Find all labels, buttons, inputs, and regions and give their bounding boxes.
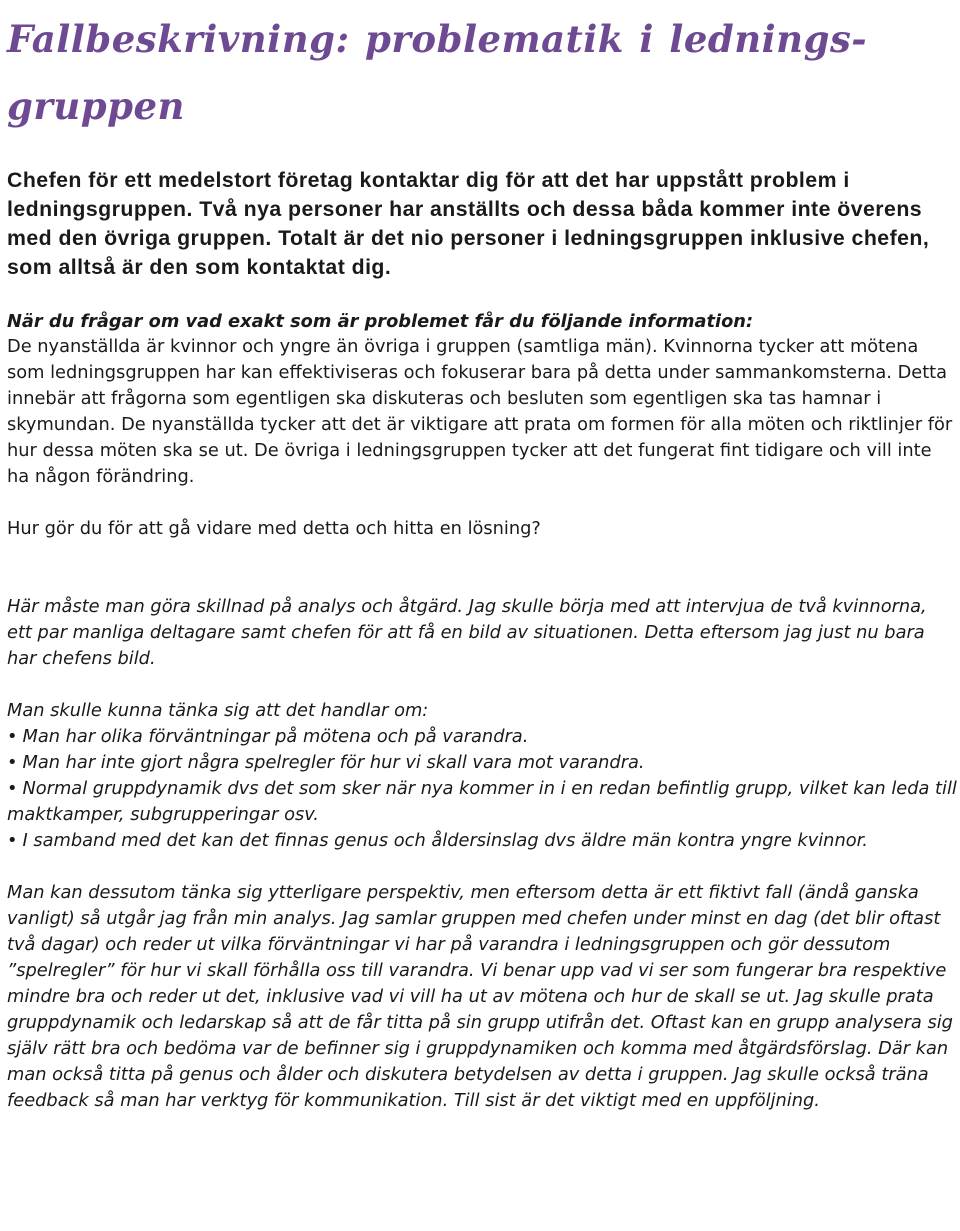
list-item-text: Man har olika förväntningar på mötena och på varandra. bbox=[22, 726, 529, 747]
answer-paragraph-3: Man kan dessutom tänka sig ytterligare perspektiv, men eftersom detta är ett fiktivt fall (ändå ganska vanligt) så utgår jag från min analys. Jag samlar gruppen med chefen under minst en dag (det blir oftast två dagar) och reder ut vilka förväntningar vi har på varandra i ledningsgruppen och gör dessutom ”spelregler” för hur vi skall förhålla oss till varandra. Vi benar upp vad vi ser som fungerar bra respektive mindre bra och reder ut det, inklusive vad vi vill ha ut av mötena och hur de skall se ut. Jag skulle prata gruppdynamik och ledarskap så att de får titta på sin grupp utifrån det. Oftast kan en grupp analysera sig själv rätt bra och bedöma var de befinner sig i gruppdynamiken och komma med åtgärdsförslag. Där kan man också titta på genus och ålder och diskutera betydelsen av detta i gruppen. Jag skulle också träna feedback så man har verktyg för kommunikation. Till sist är det viktigt med en uppföljning. bbox=[7, 882, 953, 1111]
document-title: Fallbeskrivning: problematik i lednings-gruppen bbox=[7, 17, 868, 128]
list-item bbox=[7, 750, 957, 776]
intro-paragraph: Chefen för ett medelstort företag kontaktar dig för att det har uppstått problem i ledningsgruppen. Två nya personer har anställts och dessa båda kommer inte överens med den övriga gruppen. Totalt är det nio personer i ledningsgruppen inklusive chefen, som alltså är den som kontaktat dig. bbox=[7, 168, 930, 279]
answer-bullet-list bbox=[7, 724, 957, 854]
answer-list-intro: Man skulle kunna tänka sig att det handlar om: bbox=[7, 700, 429, 721]
answer-paragraph-1: Här måste man göra skillnad på analys och åtgärd. Jag skulle börja med att intervjua de två kvinnorna, ett par manliga deltagare samt chefen för att få en bild av situationen. Detta eftersom jag just nu bara har chefens bild. bbox=[7, 596, 927, 669]
bullet-icon: • bbox=[7, 778, 18, 799]
bullet-icon: • bbox=[7, 726, 18, 747]
bullet-icon: • bbox=[7, 752, 18, 773]
list-item bbox=[7, 776, 957, 828]
list-item bbox=[7, 828, 957, 854]
info-paragraph: De nyanställda är kvinnor och yngre än övriga i gruppen (samtliga män). Kvinnorna tycker att mötena som ledningsgruppen har kan effektiviseras och fokuserar bara på detta under sammankomsterna. Detta innebär att frågorna som egentligen ska diskuteras och besluten som egentligen ska tas hamnar i skymundan. De nyanställda tycker att det är viktigare att prata om formen för alla möten och riktlinjer för hur dessa möten ska se ut. De övriga i ledningsgruppen tycker att det fungerat fint tidigare och vill inte ha någon förändring. bbox=[7, 336, 953, 487]
document-page bbox=[7, 0, 957, 1114]
list-item bbox=[7, 724, 957, 750]
question-paragraph: Hur gör du för att gå vidare med detta och hitta en lösning? bbox=[7, 518, 541, 539]
list-item-text: I samband med det kan det finnas genus och åldersinslag dvs äldre män kontra yngre kvinnor. bbox=[22, 830, 868, 851]
list-item-text: Normal gruppdynamik dvs det som sker när nya kommer in i en redan befintlig grupp, vilket kan leda till maktkamper, subgrupperingar osv. bbox=[7, 778, 957, 825]
info-heading: När du frågar om vad exakt som är problemet får du följande information: bbox=[7, 311, 754, 332]
list-item-text: Man har inte gjort några spelregler för hur vi skall vara mot varandra. bbox=[22, 752, 645, 773]
bullet-icon: • bbox=[7, 830, 18, 851]
